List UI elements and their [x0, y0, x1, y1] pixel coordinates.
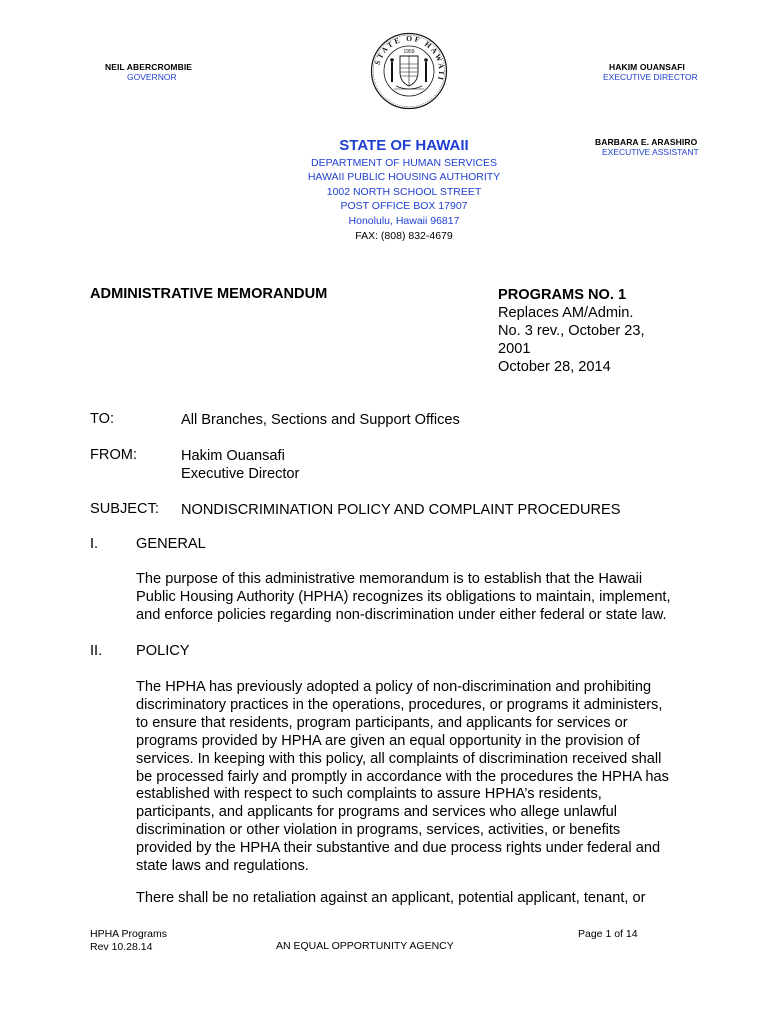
- footer-left: [90, 928, 167, 953]
- footer-program: HPHA Programs: [90, 928, 168, 940]
- paragraph-line: state laws and regulations.: [136, 858, 309, 875]
- paragraph-line: The HPHA has previously adopted a policy of non-discrimination and prohibiting: [136, 679, 652, 695]
- paragraph-line: Public Housing Authority (HPHA) recognizes its obligations to maintain, implement,: [136, 588, 671, 605]
- svg-text:STATE OF HAWAII: [373, 34, 447, 83]
- paragraph-line: be processed fairly and promptly in accordance with the procedures the HPHA has: [136, 768, 669, 785]
- executive-assistant-title: EXECUTIVE ASSISTANT: [602, 147, 699, 157]
- to-value: All Branches, Sections and Support Offices: [181, 412, 460, 428]
- paragraph-line: programs provided by HPHA are given an equal opportunity in the provision of: [136, 732, 640, 749]
- from-name: Hakim Ouansafi: [181, 448, 285, 464]
- paragraph-line: discrimination or other violation in programs, services, activities, or benefits: [136, 822, 621, 839]
- paragraph-line: established with respect to such complaints to assure HPHA’s residents,: [136, 786, 602, 803]
- paragraph-line: discriminatory practices in the operations, procedures, or programs it administers,: [136, 696, 663, 713]
- to-label: TO:: [90, 411, 115, 427]
- program-block: [498, 286, 688, 376]
- street-line: 1002 NORTH SCHOOL STREET: [326, 186, 482, 198]
- footer-revision: Rev 10.28.14: [90, 940, 153, 953]
- paragraph-line: and enforce policies regarding non-discrimination under either federal or state law.: [136, 606, 667, 623]
- executive-assistant-name: BARBARA E. ARASHIRO: [595, 137, 698, 147]
- from-label: FROM:: [90, 447, 138, 463]
- memo-title: ADMINISTRATIVE MEMORANDUM: [90, 286, 328, 302]
- state-seal-icon: [370, 32, 448, 110]
- from-block: [181, 447, 299, 483]
- from-title: Executive Director: [181, 466, 300, 482]
- section-2-title: POLICY: [136, 643, 190, 659]
- po-box-line: POST OFFICE BOX 17907: [340, 200, 468, 212]
- executive-director-name: HAKIM OUANSAFI: [609, 62, 686, 72]
- governor-name: NEIL ABERCROMBIE: [105, 62, 193, 72]
- footer-center: AN EQUAL OPPORTUNITY AGENCY: [276, 940, 454, 952]
- section-1-paragraph: [136, 571, 696, 625]
- paragraph-line: The purpose of this administrative memorandum is to establish that the Hawaii: [136, 571, 643, 587]
- replaces-line-1: Replaces AM/Admin.: [498, 305, 634, 321]
- fax-line: FAX: (808) 832-4679: [355, 230, 453, 242]
- memo-date: October 28, 2014: [498, 359, 611, 375]
- section-2-paragraph: [136, 679, 696, 876]
- city-line: Honolulu, Hawaii 96817: [348, 215, 460, 227]
- section-2-paragraph-2: There shall be no retaliation against an applicant, potential applicant, tenant, or: [136, 890, 646, 906]
- footer-page-number: Page 1 of 14: [578, 928, 638, 940]
- authority-line: HAWAII PUBLIC HOUSING AUTHORITY: [307, 171, 501, 183]
- paragraph-line: participants, and applicants for programs and services who allege unlawful: [136, 804, 618, 821]
- seal-text: STATE OF HAWAII: [372, 33, 447, 83]
- program-number: PROGRAMS NO. 1: [498, 287, 627, 303]
- section-2-number: II.: [90, 643, 103, 659]
- replaces-line-2: No. 3 rev., October 23,: [498, 323, 645, 339]
- seal-year: 1959: [403, 49, 415, 55]
- paragraph-line: services. In keeping with this policy, all complaints of discrimination received shall: [136, 750, 662, 767]
- paragraph-line: provided by the HPHA their substantive and due process rights under federal and: [136, 840, 661, 857]
- department-line: DEPARTMENT OF HUMAN SERVICES: [311, 157, 497, 169]
- executive-director-title: EXECUTIVE DIRECTOR: [603, 72, 698, 82]
- subject-label: SUBJECT:: [90, 501, 159, 517]
- subject-value: NONDISCRIMINATION POLICY AND COMPLAINT PROCEDURES: [181, 502, 621, 518]
- paragraph-line: to ensure that residents, program participants, and applicants for services or: [136, 714, 628, 731]
- state-title: STATE OF HAWAII: [339, 137, 469, 154]
- section-1-number: I.: [90, 536, 99, 552]
- governor-title: GOVERNOR: [127, 72, 177, 82]
- section-1-title: GENERAL: [136, 536, 206, 552]
- replaces-line-3: 2001: [498, 341, 531, 357]
